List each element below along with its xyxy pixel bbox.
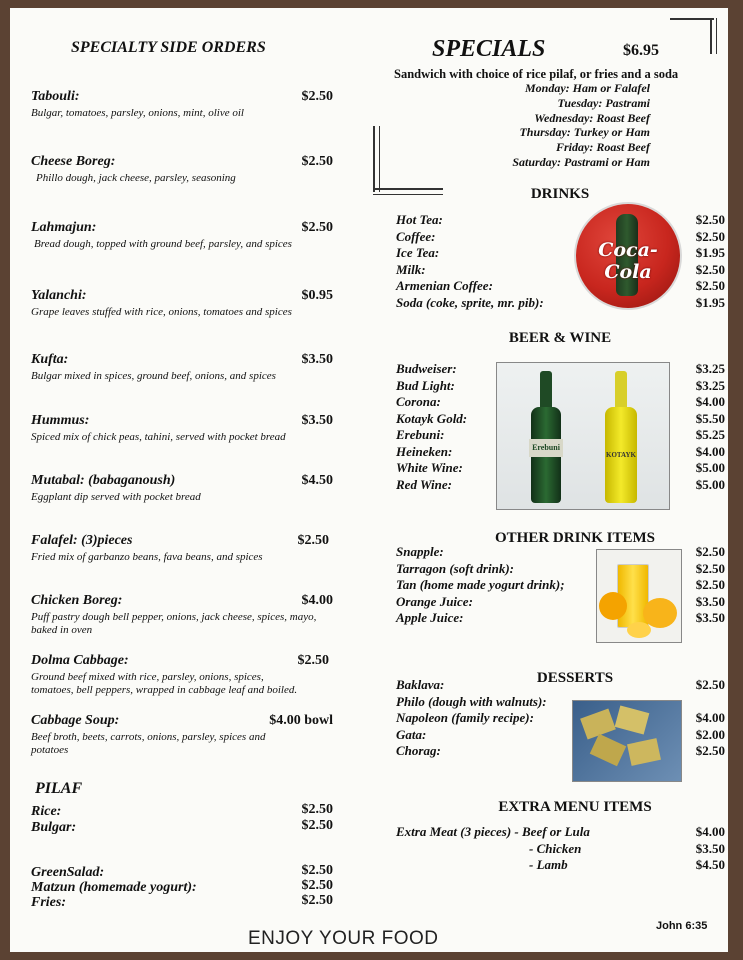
specials-subtitle: Sandwich with choice of rice pilaf, or fries and a soda <box>394 67 679 81</box>
logo-text: Coca-Cola <box>598 239 658 283</box>
dessert-price: $2.50 <box>695 677 725 692</box>
menu-item <box>31 413 333 444</box>
item-price: $2.50 <box>301 818 333 833</box>
drink-price: $1.95 <box>695 245 725 260</box>
drink-name: Tarragon (soft drink): <box>396 560 514 576</box>
menu-item <box>31 802 333 818</box>
item-price: $2.50 <box>297 533 329 548</box>
item-name: Fries: <box>31 895 66 910</box>
drink-name: Tan (home made yogurt drink); <box>396 577 565 592</box>
extra-menu-prices <box>670 824 725 874</box>
beer-name: Corona: <box>396 394 441 409</box>
item-name: Yalanchi: <box>31 288 87 303</box>
dessert-price: $4.00 <box>695 710 725 725</box>
beer-price: $5.00 <box>695 476 725 492</box>
drink-name: Apple Juice: <box>396 610 464 625</box>
item-price: $2.50 <box>301 893 333 908</box>
dessert-price: $2.00 <box>695 726 725 742</box>
item-name: Tabouli: <box>31 89 80 104</box>
drink-price: $2.50 <box>695 278 725 293</box>
corner-decoration <box>373 194 443 195</box>
drink-name: Snapple: <box>396 544 444 559</box>
dessert-name: Philo (dough with walnuts): <box>396 693 547 709</box>
desserts-list <box>396 677 547 760</box>
drink-name: Hot Tea: <box>396 212 443 227</box>
other-drinks-list <box>396 544 565 627</box>
drink-price: $2.50 <box>695 544 725 559</box>
item-description: Fried mix of garbanzo beans, fava beans, and spices <box>31 551 263 563</box>
item-name: Cabbage Soup: <box>31 713 120 728</box>
item-price: $3.50 <box>301 413 333 428</box>
corner-decoration <box>710 18 717 54</box>
beer-name: Erebuni: <box>396 427 445 442</box>
footer-text: ENJOY YOUR FOOD <box>248 928 439 949</box>
menu-item <box>31 653 329 697</box>
item-name: Kufta: <box>31 352 69 367</box>
item-name: Matzun (homemade yogurt): <box>31 880 197 895</box>
drinks-title: DRINKS <box>530 186 590 202</box>
item-price: $2.50 <box>297 653 329 668</box>
dessert-name: Napoleon (family recipe): <box>396 710 534 725</box>
drink-name: Coffee: <box>396 228 436 244</box>
extra-item-price: $4.00 <box>695 824 725 839</box>
extra-item-price: $4.50 <box>695 857 725 872</box>
menu-item <box>31 878 333 894</box>
beer-wine-title: BEER & WINE <box>508 330 612 346</box>
drink-price: $1.95 <box>695 294 725 310</box>
corner-decoration <box>373 188 443 190</box>
specials-price: $6.95 <box>623 42 659 59</box>
beer-wine-prices <box>670 361 725 493</box>
specials-title: SPECIALS <box>432 36 546 62</box>
menu-item <box>31 713 333 757</box>
menu-item <box>31 220 333 251</box>
extra-menu-list <box>396 824 590 874</box>
beer-price: $4.00 <box>695 394 725 409</box>
item-name: Chicken Boreg: <box>31 593 123 608</box>
item-name: Rice: <box>31 804 62 819</box>
item-description: Grape leaves stuffed with rice, onions, tomatoes and spices <box>31 306 292 318</box>
beer-name: Budweiser: <box>396 361 457 376</box>
beer-name: White Wine: <box>396 460 463 475</box>
item-description: Puff pastry dough bell pepper, onions, jack cheese, spices, mayo, baked in oven <box>31 611 317 636</box>
menu-page <box>10 8 728 952</box>
item-description: Beef broth, beets, carrots, onions, parsley, spices and potatoes <box>31 731 266 756</box>
drink-price: $2.50 <box>695 228 725 244</box>
extra-item-name: Extra Meat (3 pieces) - Beef or Lula <box>396 824 590 839</box>
beer-wine-list <box>396 361 467 493</box>
corner-decoration <box>373 126 380 192</box>
corner-decoration <box>670 18 714 20</box>
beer-price: $4.00 <box>695 443 725 459</box>
menu-item <box>31 288 333 319</box>
bottle-label: Erebuni <box>529 439 563 457</box>
specials-day: Wednesday: Roast Beef <box>534 110 650 125</box>
item-price: $2.50 <box>301 220 333 235</box>
pilaf-title: PILAF <box>35 780 83 797</box>
extra-item-name: - Lamb <box>529 857 568 872</box>
item-name: Dolma Cabbage: <box>31 653 129 668</box>
drink-price: $2.50 <box>695 261 725 277</box>
extra-item-price: $3.50 <box>695 840 725 856</box>
item-description: Bread dough, topped with ground beef, parsley, and spices <box>34 238 292 250</box>
specials-day: Thursday: Turkey or Ham <box>519 125 650 140</box>
item-name: Cheese Boreg: <box>31 154 116 169</box>
specials-days <box>410 81 650 170</box>
drink-name: Orange Juice: <box>396 593 473 609</box>
drink-name: Soda (coke, sprite, mr. pib): <box>396 294 544 310</box>
orange-juice-photo <box>596 549 682 643</box>
item-price: $4.00 bowl <box>269 713 333 728</box>
menu-item <box>31 593 333 637</box>
item-price: $3.50 <box>301 352 333 367</box>
drink-price: $2.50 <box>695 577 725 592</box>
dessert-name: Chorag: <box>396 743 441 758</box>
green-bottle <box>531 371 561 503</box>
beer-price: $5.50 <box>695 410 725 426</box>
menu-item <box>31 89 333 120</box>
item-description: Phillo dough, jack cheese, parsley, seasoning <box>36 172 236 184</box>
beer-price: $5.25 <box>695 427 725 442</box>
item-price: $4.50 <box>301 473 333 488</box>
menu-item <box>31 893 333 909</box>
drink-price: $2.50 <box>695 560 725 576</box>
extra-item-name: - Chicken <box>529 840 582 856</box>
bottle-label: KOTAYK <box>606 451 636 459</box>
dessert-name: Baklava: <box>396 677 445 692</box>
beer-bottles-photo <box>496 362 670 510</box>
item-name: Falafel: (3)pieces <box>31 533 133 548</box>
item-price: $2.50 <box>301 878 333 893</box>
drink-price: $3.50 <box>695 610 725 625</box>
item-price: $2.50 <box>301 863 333 878</box>
item-description: Bulgar mixed in spices, ground beef, onions, and spices <box>31 370 276 382</box>
drinks-list <box>396 212 544 311</box>
item-name: Hummus: <box>31 413 90 428</box>
menu-item <box>31 473 333 504</box>
item-price: $2.50 <box>301 802 333 817</box>
drink-price: $2.50 <box>695 212 725 227</box>
baklava-photo <box>572 700 682 782</box>
menu-item <box>31 818 333 834</box>
menu-item <box>31 352 333 383</box>
coca-cola-logo <box>576 204 680 308</box>
beer-price: $5.00 <box>695 460 725 475</box>
dessert-name: Gata: <box>396 726 427 742</box>
item-description: Bulgar, tomatoes, parsley, onions, mint, olive oil <box>31 107 244 119</box>
dessert-price: $2.50 <box>695 743 725 758</box>
item-description: Eggplant dip served with pocket bread <box>31 491 201 503</box>
beer-name: Red Wine: <box>396 476 452 492</box>
yellow-bottle <box>605 371 637 503</box>
drink-name: Ice Tea: <box>396 245 440 260</box>
side-orders-title: SPECIALTY SIDE ORDERS <box>71 39 266 56</box>
item-price: $0.95 <box>301 288 333 303</box>
item-price: $2.50 <box>301 89 333 104</box>
menu-item <box>31 533 329 564</box>
beer-name: Heineken: <box>396 443 453 459</box>
item-description: Ground beef mixed with rice, parsley, onions, spices, tomatoes, bell peppers, wrapped in cabbage leaf and boiled. <box>31 671 298 696</box>
drink-name: Milk: <box>396 261 426 277</box>
extra-menu-title: EXTRA MENU ITEMS <box>498 799 652 815</box>
beer-price: $3.25 <box>695 377 725 393</box>
specials-day: Monday: Ham or Falafel <box>525 81 650 95</box>
desserts-title: DESSERTS <box>536 670 614 686</box>
specials-day: Friday: Roast Beef <box>556 140 650 155</box>
item-name: GreenSalad: <box>31 865 105 880</box>
drink-name: Armenian Coffee: <box>396 278 493 293</box>
drink-price: $3.50 <box>695 593 725 609</box>
item-price: $4.00 <box>301 593 333 608</box>
footer-verse: John 6:35 <box>656 920 708 932</box>
beer-name: Bud Light: <box>396 377 455 393</box>
item-name: Bulgar: <box>31 820 77 835</box>
beer-name: Kotayk Gold: <box>396 410 468 426</box>
other-drinks-title: OTHER DRINK ITEMS <box>494 530 656 546</box>
beer-price: $3.25 <box>695 361 725 376</box>
menu-item <box>31 154 333 185</box>
specials-day: Saturday: Pastrami or Ham <box>512 154 650 169</box>
menu-item <box>31 863 333 879</box>
item-description: Spiced mix of chick peas, tahini, served with pocket bread <box>31 431 286 443</box>
item-name: Mutabal: (babaganoush) <box>31 473 176 488</box>
specials-day: Tuesday: Pastrami <box>557 95 650 110</box>
item-price: $2.50 <box>301 154 333 169</box>
item-name: Lahmajun: <box>31 220 97 235</box>
